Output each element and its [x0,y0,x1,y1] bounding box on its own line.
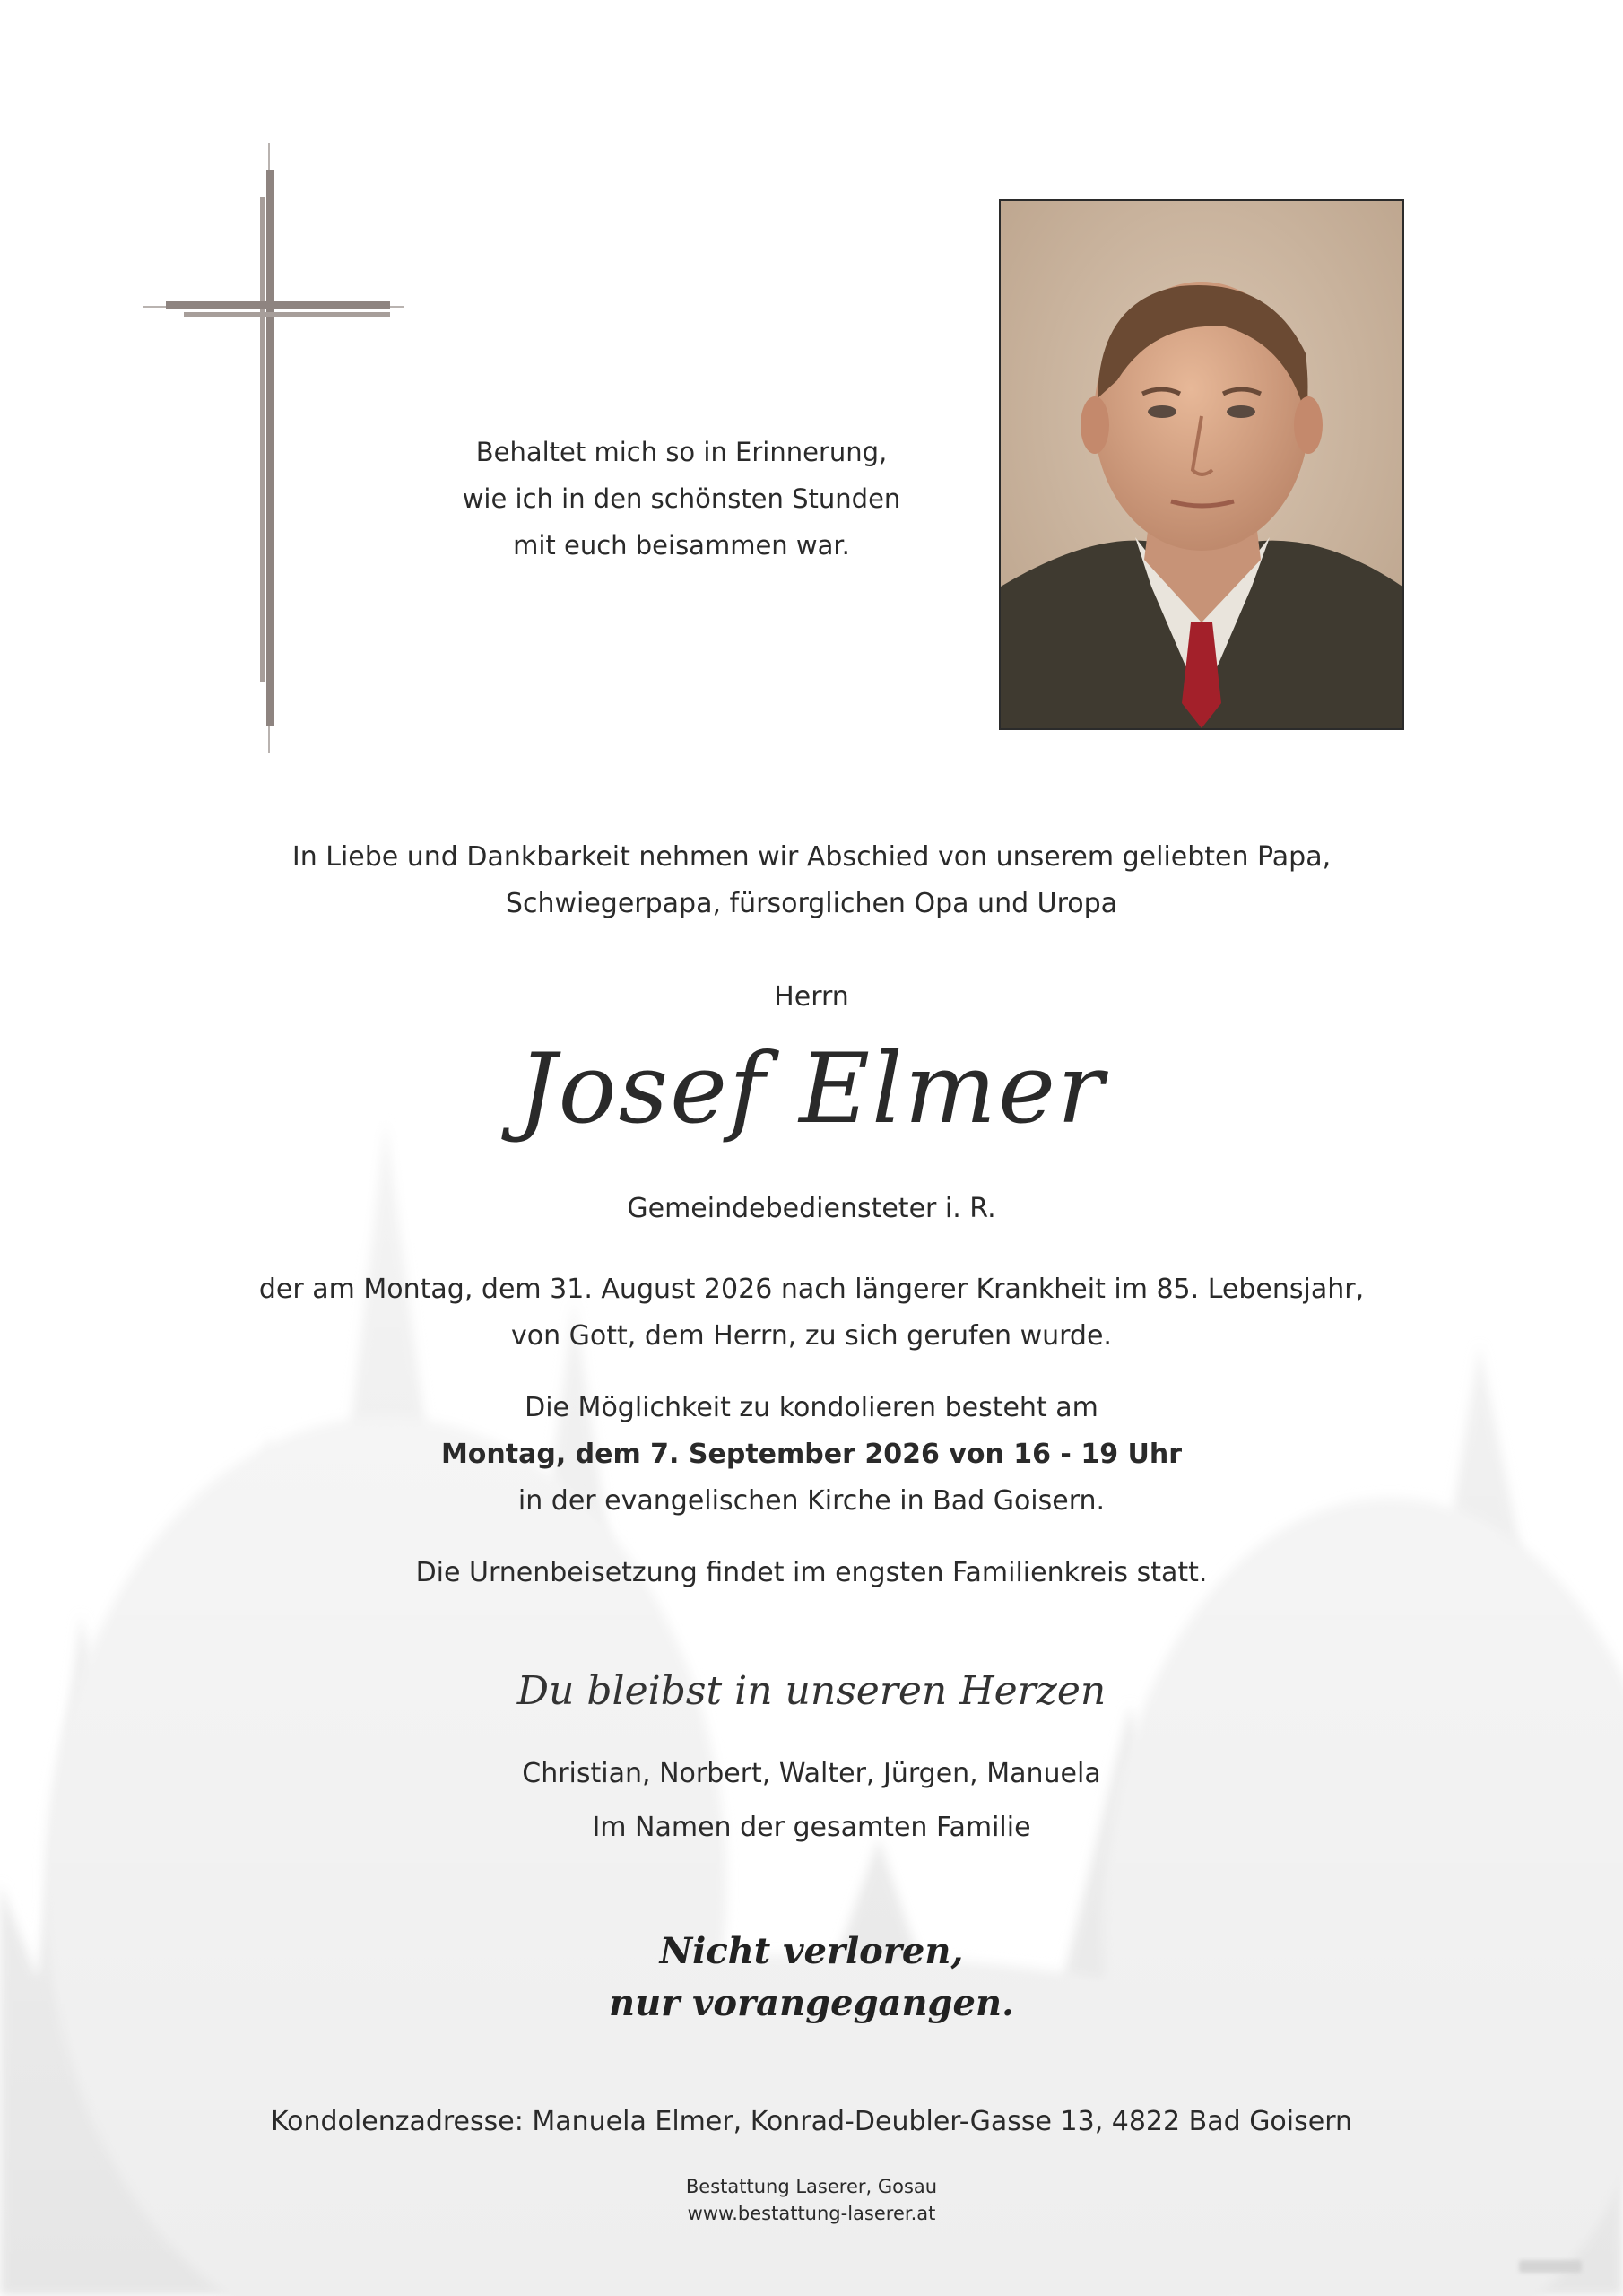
occupation: Gemeindebediensteter i. R. [627,1193,996,1224]
cross-icon [135,144,412,771]
quote-line-1: Behaltet mich so in Erinnerung, [475,437,888,467]
heart-line: Du bleibst in unseren Herzen [516,1668,1107,1714]
closing-line-1: Nicht verloren, [659,1930,964,1972]
condolence-line-3: in der evangelischen Kirche in Bad Goisern. [517,1485,1106,1517]
blurred-mark [1519,2260,1582,2273]
quote-line-2: wie ich in den schönsten Stunden [462,483,901,514]
condolence-date: Montag, dem 7. September 2026 von 16 - 19 Uhr [440,1439,1183,1470]
portrait-photo [999,199,1404,730]
salutation: Herrn [774,981,849,1013]
closing-line-2: nur vorangegangen. [609,1982,1014,2024]
death-notice-line-2: von Gott, dem Herrn, zu sich gerufen wurde. [511,1320,1112,1352]
funeral-home-name: Bestattung Laserer, Gosau [685,2176,938,2197]
condolence-address: Kondolenzadresse: Manuela Elmer, Konrad-Deubler-Gasse 13, 4822 Bad Goisern [270,2106,1353,2137]
intro-line-2: Schwiegerpapa, fürsorglichen Opa und Uropa [505,888,1118,919]
family-signature: Im Namen der gesamten Familie [592,1812,1031,1843]
condolence-line-1: Die Möglichkeit zu kondolieren besteht am [525,1392,1098,1423]
funeral-home-website[interactable]: www.bestattung-laserer.at [687,2203,936,2224]
intro-line-1: In Liebe und Dankbarkeit nehmen wir Abschied von unserem geliebten Papa, [291,841,1332,873]
family-names: Christian, Norbert, Walter, Jürgen, Manuela [522,1758,1101,1789]
death-notice-line-1: der am Montag, dem 31. August 2026 nach längerer Krankheit im 85. Lebensjahr, [258,1274,1365,1305]
memorial-quote [412,429,950,569]
quote-line-3: mit euch beisammen war. [513,530,850,561]
deceased-name: Josef Elmer [517,1033,1106,1145]
burial-notice: Die Urnenbeisetzung findet im engsten Familienkreis statt. [415,1557,1208,1588]
